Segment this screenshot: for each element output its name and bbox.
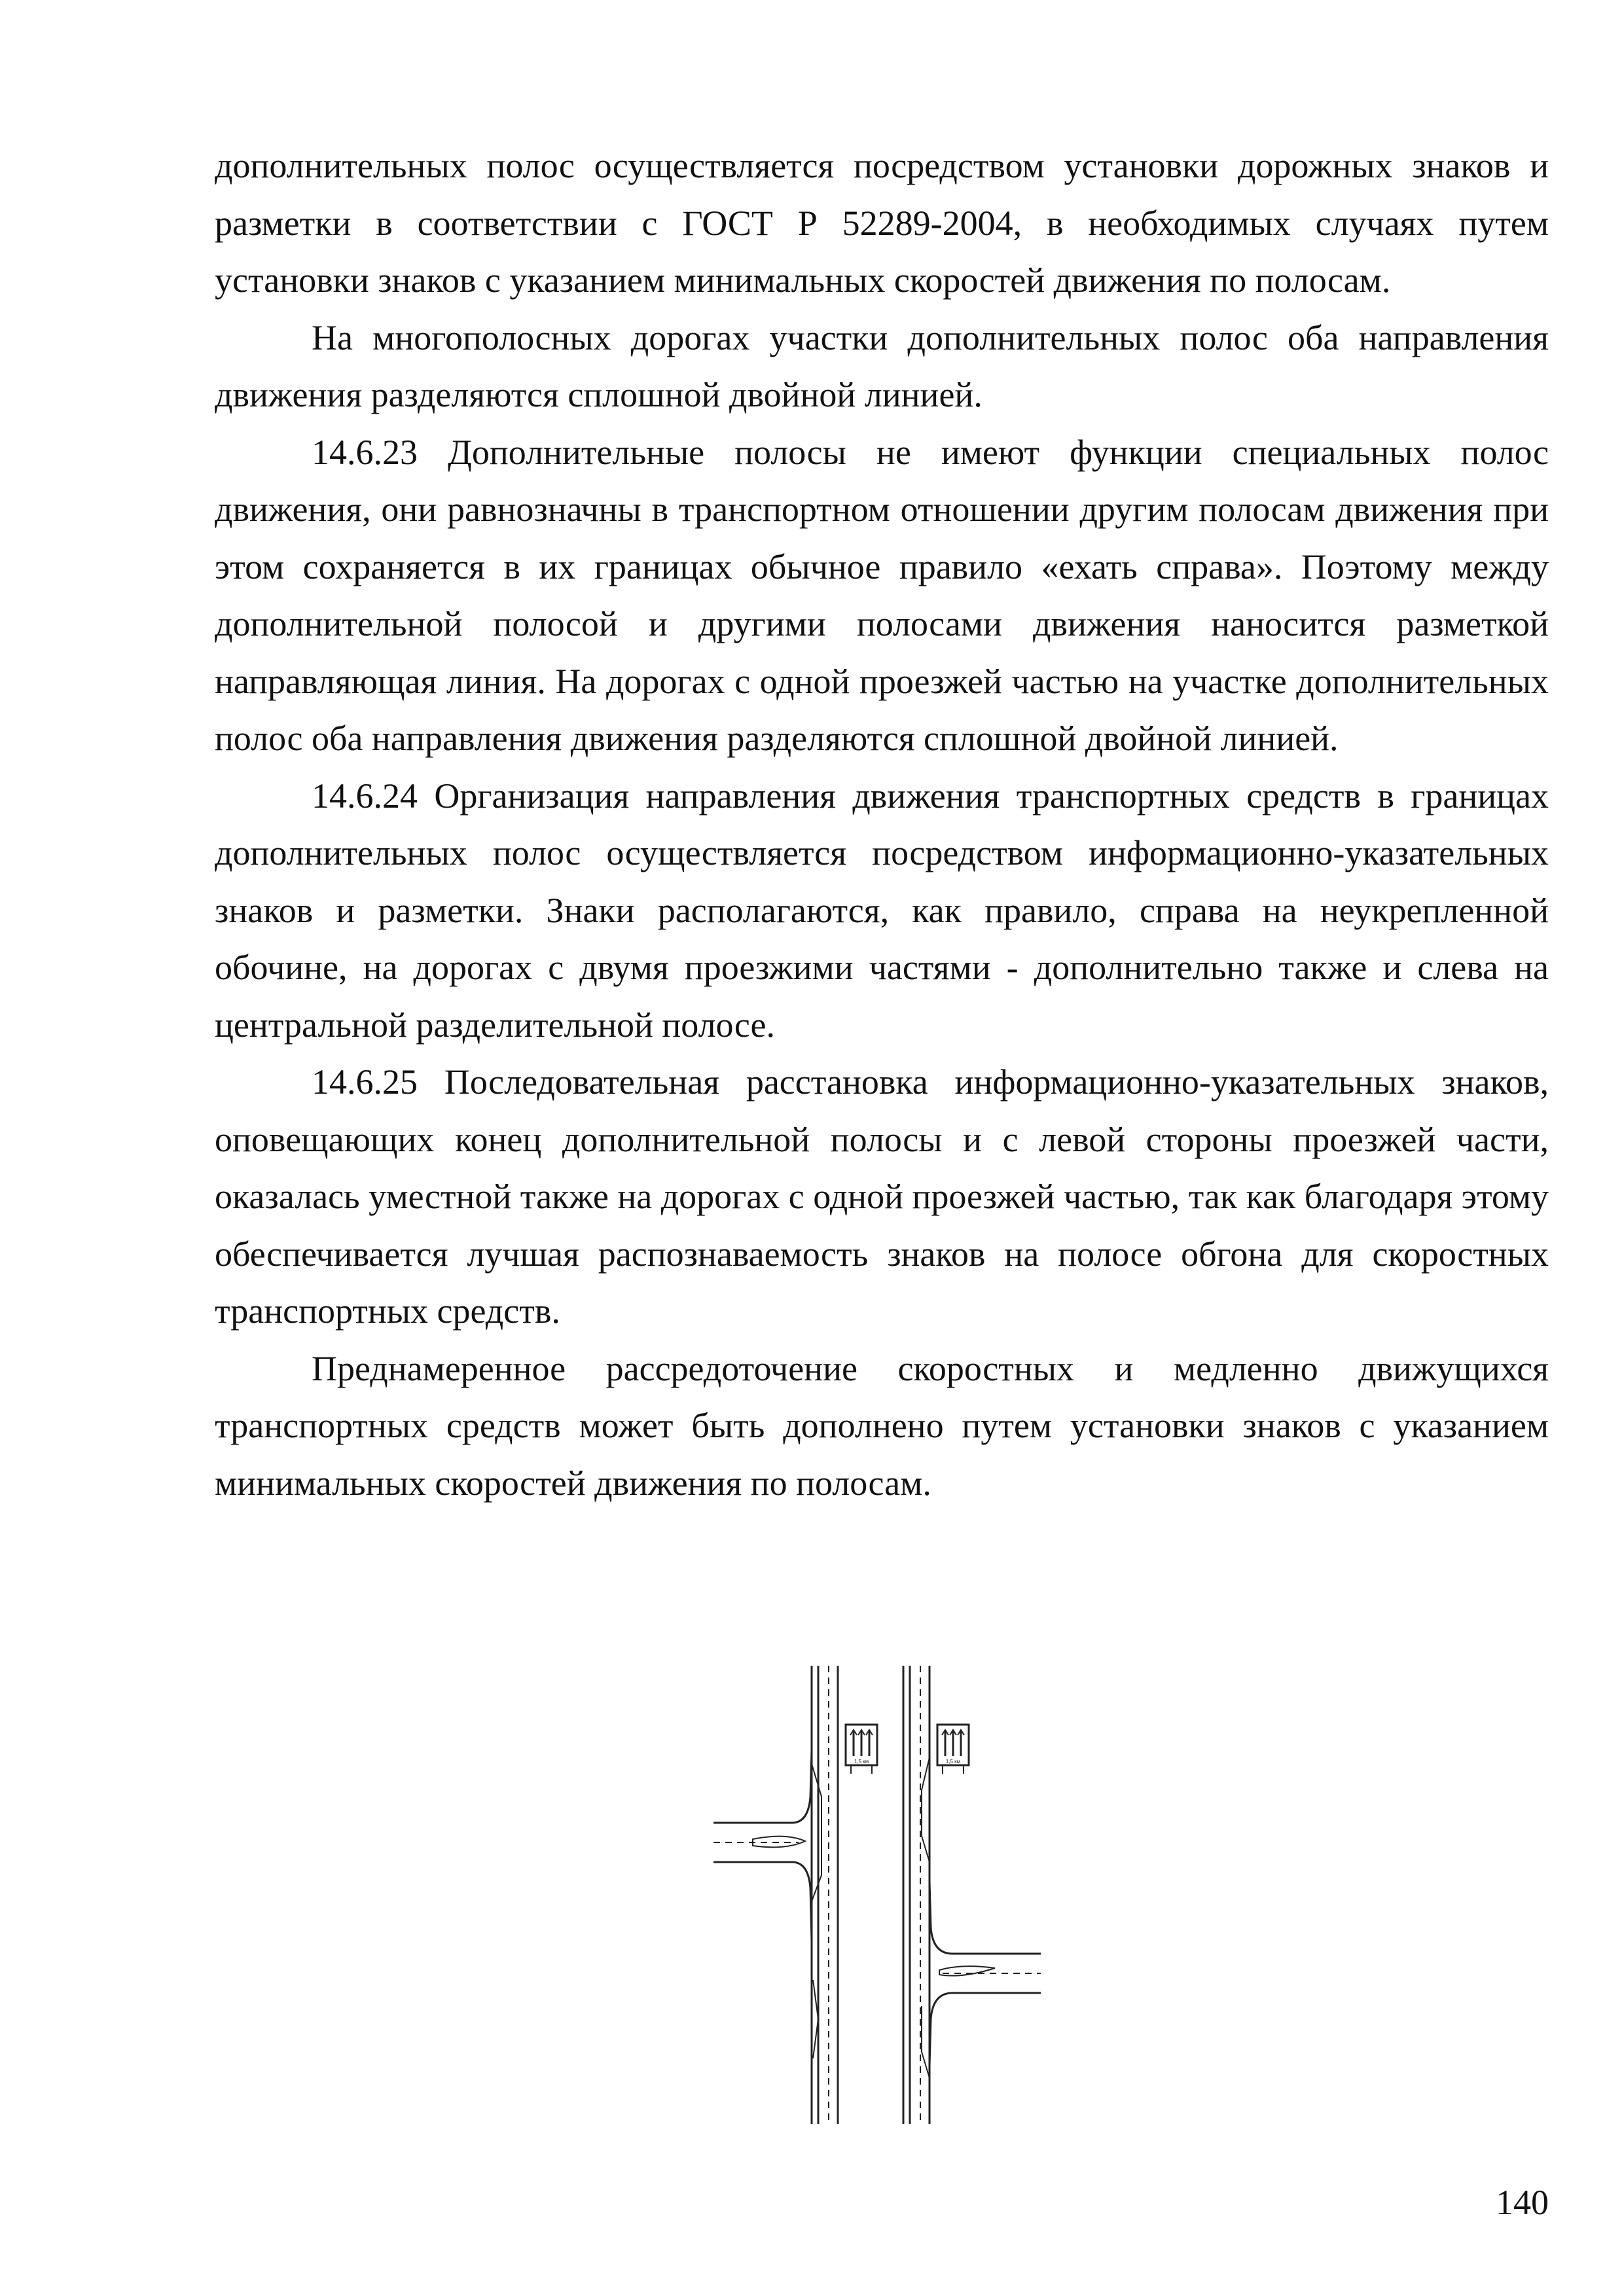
paragraph-14-6-24: 14.6.24 Организация направления движения транспортных средств в границах дополнительных полос осуществляется посредством информационно-указательных знаков и разметки. Знаки располагаются, как правило, справа на неукрепленной обочине, на дорогах с двумя проезжими частями - дополнительно также и слева на центральной разделительной полосе. bbox=[215, 776, 1549, 1045]
paragraph-14-6-23: 14.6.23 Дополнительные полосы не имеют функции специальных полос движения, они равнозначны в транспортном отношении другим полосам движения при этом сохраняется в их границах обычное правило «ехать справа». Поэтому между дополнительной полосой и другими полосами движения наносится разметкой направляющая линия. На дорогах с одной проезжей частью на участке дополнительных полос оба направления движения разделяются сплошной двойной линией. bbox=[215, 432, 1549, 758]
road-layout-figure bbox=[713, 1666, 1041, 2124]
left-sign-caption: 1,5 км bbox=[854, 1759, 869, 1765]
paragraph-continuation: дополнительных полос осуществляется посредством установки дорожных знаков и разметки в соответствии с ГОСТ Р 52289-2004, в необходимых случаях путем установки знаков с указанием минимальных скоростей движения по полосам. bbox=[215, 146, 1549, 300]
left-lane-sign bbox=[846, 1725, 877, 1774]
paragraph-14-6-25: 14.6.25 Последовательная расстановка информационно-указательных знаков, оповещающих конец дополнительной полосы и с левой стороны проезжей части, оказалась уместной также на дорогах с одной проезжей частью, так как благодаря этому обеспечивается лучшая распознаваемость знаков на полосе обгона для скоростных транспортных средств. bbox=[215, 1062, 1549, 1331]
paragraph-dispersion: Преднамеренное рассредоточение скоростных и медленно движущихся транспортных средств может быть дополнено путем установки знаков с указанием минимальных скоростей движения по полосам. bbox=[215, 1348, 1549, 1503]
paragraph-multilane: На многополосных дорогах участки дополнительных полос оба направления движения разделяются сплошной двойной линией. bbox=[215, 317, 1549, 414]
right-lane-sign bbox=[937, 1725, 969, 1774]
right-carriageway bbox=[903, 1666, 1041, 2124]
page-number: 140 bbox=[1496, 2183, 1549, 2222]
right-sign-caption: 1,5 км bbox=[945, 1759, 961, 1765]
body-text bbox=[215, 137, 1549, 1512]
left-carriageway bbox=[713, 1666, 838, 2124]
